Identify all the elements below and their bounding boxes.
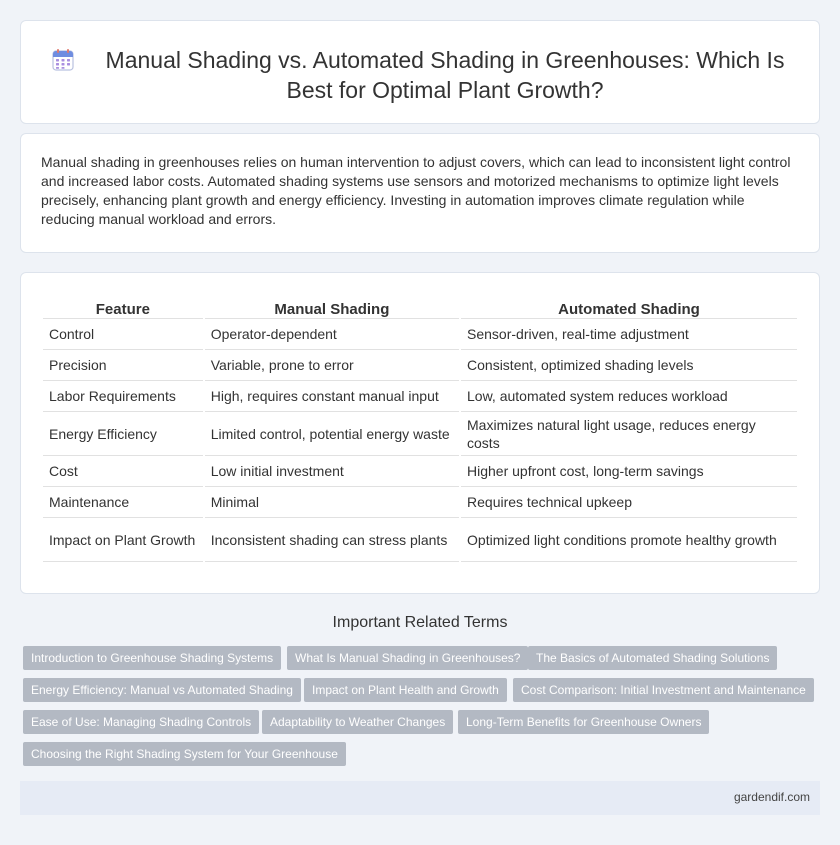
- intro-paragraph: Manual shading in greenhouses relies on human intervention to adjust covers, which can lead to inconsistent light control and increased labor costs. Automated shading systems use sensors and motorized mechanisms to optimize light levels precisely, enhancing plant growth and energy efficiency. Investing in automation improves climate regulation while reducing manual workload and errors.: [41, 154, 791, 227]
- table-row: [43, 381, 797, 412]
- manual-cell: Minimal: [205, 487, 459, 518]
- header-automated: Automated Shading: [461, 297, 797, 319]
- page-title: Manual Shading vs. Automated Shading in Greenhouses: Which Is Best for Optimal Plant Growth?: [105, 47, 785, 103]
- automated-cell: Consistent, optimized shading levels: [461, 350, 797, 381]
- manual-cell: Inconsistent shading can stress plants: [205, 518, 459, 562]
- table-header-row: [43, 297, 797, 319]
- feature-cell: Maintenance: [43, 487, 203, 518]
- comparison-card: [20, 272, 820, 594]
- table-row: [43, 518, 797, 562]
- manual-cell: Limited control, potential energy waste: [205, 412, 459, 456]
- feature-cell: Labor Requirements: [43, 381, 203, 412]
- related-tag[interactable]: Ease of Use: Managing Shading Controls: [23, 710, 259, 734]
- automated-cell: Higher upfront cost, long-term savings: [461, 456, 797, 487]
- table-row: [43, 350, 797, 381]
- table-row: [43, 412, 797, 456]
- related-tag[interactable]: Long-Term Benefits for Greenhouse Owners: [458, 710, 709, 734]
- feature-cell: Precision: [43, 350, 203, 381]
- related-terms-title: Important Related Terms: [332, 614, 508, 631]
- footer: [20, 781, 820, 815]
- related-tag[interactable]: Choosing the Right Shading System for Your Greenhouse: [23, 742, 346, 766]
- title-card: [20, 20, 820, 124]
- related-tag[interactable]: Energy Efficiency: Manual vs Automated Shading: [23, 678, 301, 702]
- related-tag[interactable]: Impact on Plant Health and Growth: [304, 678, 507, 702]
- automated-cell: Low, automated system reduces workload: [461, 381, 797, 412]
- table-row: [43, 487, 797, 518]
- manual-cell: Low initial investment: [205, 456, 459, 487]
- related-tag[interactable]: Cost Comparison: Initial Investment and Maintenance: [513, 678, 814, 702]
- site-name[interactable]: gardendif.com: [733, 790, 810, 804]
- related-tag[interactable]: The Basics of Automated Shading Solutions: [528, 646, 777, 670]
- manual-cell: Variable, prone to error: [205, 350, 459, 381]
- automated-cell: Requires technical upkeep: [461, 487, 797, 518]
- intro-card: [20, 133, 820, 253]
- manual-cell: High, requires constant manual input: [205, 381, 459, 412]
- table-row: [43, 319, 797, 350]
- automated-cell: Sensor-driven, real-time adjustment: [461, 319, 797, 350]
- header-feature: Feature: [43, 297, 203, 319]
- related-tag[interactable]: Introduction to Greenhouse Shading Systems: [23, 646, 281, 670]
- related-tag[interactable]: Adaptability to Weather Changes: [262, 710, 453, 734]
- feature-cell: Energy Efficiency: [43, 412, 203, 456]
- comparison-table: [41, 297, 799, 562]
- calendar-icon: [51, 48, 75, 72]
- automated-cell: Maximizes natural light usage, reduces energy costs: [461, 412, 797, 456]
- manual-cell: Operator-dependent: [205, 319, 459, 350]
- related-tag[interactable]: What Is Manual Shading in Greenhouses?: [287, 646, 528, 670]
- feature-cell: Control: [43, 319, 203, 350]
- header-manual: Manual Shading: [205, 297, 459, 319]
- feature-cell: Impact on Plant Growth: [43, 518, 203, 562]
- feature-cell: Cost: [43, 456, 203, 487]
- automated-cell: Optimized light conditions promote healthy growth: [461, 518, 797, 562]
- table-row: [43, 456, 797, 487]
